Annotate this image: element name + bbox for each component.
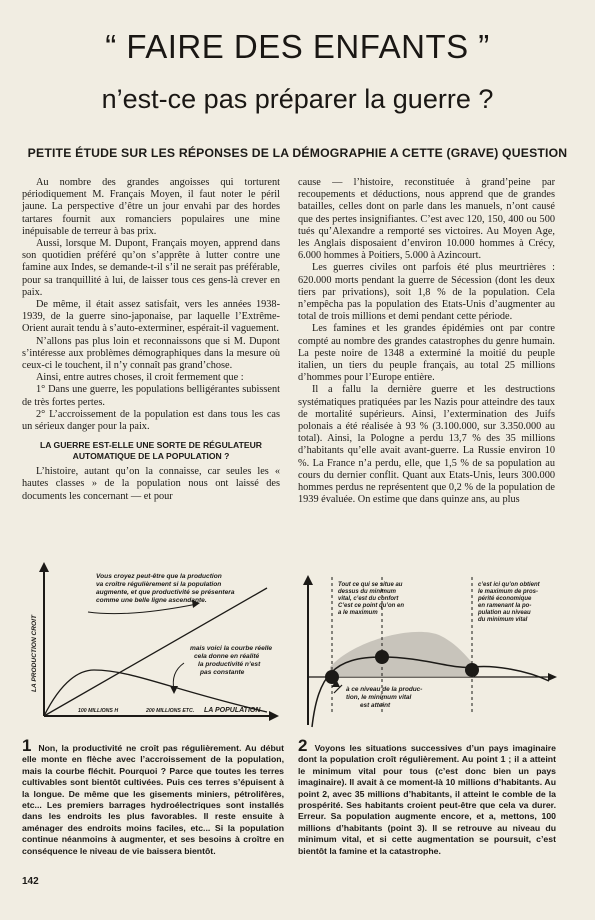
paragraph: Les famines et les grandes épidémies ont par contre compté au nombre des grandes catastrophes du genre humain. La peste noire de 1348 a exterminé la moitié du peuple italien, un tiers du peuple français, au total 25 millions d’hommes pour l’Europe entière. [298,323,555,384]
paragraph: cause — l’histoire, reconstituée à grand’peine par recoupements et déductions, nous apprend que de grandes batailles, celles dont on parle dans les manuels, n’ont causé que des pertes insignifiantes. C’est avec 120, 150, 400 ou 500 tués qu’Alexandre a remporté ses victoires. Au Moyen Age, les Anglais disposaient d’environ 10.000 hommes à Crécy, 6.000 hommes à Poitiers, 5.000 à Azincourt. [298,177,555,262]
page-number: 142 [22,876,39,887]
caption-1 [22,736,284,857]
annot-top-line: va croître régulièrement si la population [96,581,222,588]
paragraph: N’allons pas plus loin et reconnaissons que si M. Dupont s’intéresse aux problèmes démographiques dans la mesure où ceux-ci le touchent, il n’y connaît pas grand’chose. [22,335,280,372]
caption-2 [298,736,556,857]
x-axis-label: LA POPULATION [204,707,261,714]
annot-left-line: vital, c’est du confort [338,596,399,602]
annot-right-line: c’est ici qu’on obtient [478,582,540,588]
y-axis-arrow [303,575,313,585]
right-column [298,177,555,506]
paragraph: Il a fallu la dernière guerre et les destructions systématiques pratiquées par les Nazis pour atteindre des taux de mortalité supérieurs. Ainsi, l’extermination des Juifs polonais a été réalisée à 93 % (3.100.000, sur 3.350.000 au total). Ainsi, la Pologne a perdu 13,7 % des 35 millions d’habitants qu’elle avait avant-guerre. La Russie environ 10 %. La France n’a perdu, elle, que 1,5 % de sa population au cours du dernier conflit. Quant aux Etats-Unis, leurs 300.000 hommes perdus ne représentent que 0,2 % de la population de 1939 évaluée. On estime que dans quinze ans, au plus [298,384,555,506]
paragraph: Les guerres civiles ont parfois été plus meurtrières : 620.000 morts pendant la guerre de Sécession (dont les deux tiers par privations), soit 1,8 % de la population. Cela n’empêcha pas la population des Etats-Unis d’augmenter au total de trois millions et demi pendant cette période. [298,262,555,323]
annot-mid-line: pas constante [200,669,245,676]
point-2-label: 2 [378,652,384,663]
annotation-arrow-top [88,604,197,614]
section-heading: LA GUERRE EST-ELLE UNE SORTE DE RÉGULATEUR AUTOMATIQUE DE LA POPULATION ? [39,440,263,461]
annot-mid-line: mais voici la courbe réelle [190,645,273,652]
annot-left-line: Tout ce qui se situe au [338,582,403,588]
paragraph: L’histoire, autant qu’on la connaisse, car seules les « hautes classes » de la population nous ont laissé des documents les concernant — et pour [22,466,280,502]
paragraph: De même, il était assez satisfait, vers les années 1938-1939, de la guerre sino-japonaise, par laquelle l’Extrême-Orient aurait tendu à s’auto-exterminer, espérait-il vaguement. [22,299,280,335]
subtitle: PETITE ÉTUDE SUR LES RÉPONSES DE LA DÉMOGRAPHIE A CETTE (GRAVE) QUESTION [27,146,568,160]
annot-top-line: augmente, et que productivité se présentera [96,589,235,596]
paragraph: Ainsi, entre autres choses, il croit fermement que : [36,372,244,384]
title-line-2: n’est-ce pas préparer la guerre ? [101,84,494,114]
paragraph: Au nombre des grandes angoisses qui torturent périodiquement M. Français Moyen, il faut noter le péril jaune. La perspective d’être un jour envahi par des hordes tartares fournit aux romanciers populaires une mine inépuisable de terreur à bas prix. [22,177,280,237]
x-tick-label: 200 MILLIONS ETC. [146,708,195,714]
annot-mid-line: cela donne en réalité [194,653,260,660]
annotation-arrow-mid [173,663,184,690]
annot-bottom-line: est atteint [360,702,391,709]
annot-left-line: C’est ce point qu’on en [338,603,405,609]
annot-bottom-line: tion, le minimum vital [346,694,412,701]
caption-text: Voyons les situations successives d’un pays imaginaire dont la population croît régulièrement. Au point 1 ; il a atteint le minimum vital pour tous (c’est donc bien un pays imaginaire). Il avait à ce moment-là 10 millions d’habitants. Au point 2, avec 35 millions d’habitants, il atteint le comble de la prospérité. Ses habitants croient peut-être que cela va durer. Erreur. Sa population augmente encore, et a, mettons, 100 millions d’habitants (point 3). Il se retrouve au niveau du minimum vital, et si cette augmentation se poursuit, c’est bientôt la famine et la catastrophe. [298,743,556,856]
y-axis-arrow [39,562,49,572]
prosperity-chart [294,575,564,735]
annot-bottom-line: à ce niveau de la produc- [346,686,423,693]
annot-right-line: le maximum de pros- [478,589,539,595]
annot-right-line: périté économique [478,596,532,602]
x-tick-label: 100 MILLIONS H [78,708,119,714]
caption-number: 1 [22,736,32,755]
annot-top-line: Vous croyez peut-être que la production [96,573,222,580]
arrowhead [170,686,178,694]
point-3-label: 3 [468,665,474,676]
production-chart [22,560,280,730]
paragraph: Aussi, lorsque M. Dupont, Français moyen, apprend dans son quotidien préféré qu’on s’apprête à lutter contre une famine aux Indes, se demande-t-il s’il ne serait pas préférable, pour sa tranquillité à lui, de laisser tous ces gens-là crever en paix. [22,238,280,298]
annot-mid-line: la productivité n’est [198,661,261,668]
left-column [22,177,280,503]
x-arrow [548,673,557,681]
x-axis-arrow [269,711,279,721]
expected-line [44,588,267,716]
paragraph: 1° Dans une guerre, les populations belligérantes subissent de très fortes pertes. [22,384,280,408]
annot-left-line: a le maximum [338,610,378,616]
annot-right-line: pulation au niveau [478,610,531,616]
y-axis-label: LA PRODUCTION CROIT [31,614,38,692]
caption-text: Non, la productivité ne croît pas régulièrement. Au début elle monte en flèche avec l’accroissement de la population, mais la courbe fléchit. Pourquoi ? Parce que toutes les terres cultivables sont bientôt cultivées. Puis ces terres s’épuisent à la longue. De même que les gisements miniers, pétrolifères, etc... Les premiers barrages hydroélectriques sont installés dans les endroits les plus favorables. Il reste ensuite à aménager des endroits moins faciles, etc... Si la population continue néanmoins à augmenter, et ses besoins à croître en conséquence le niveau de vie baissera bientôt. [22,743,284,856]
caption-number: 2 [298,736,308,755]
point-1-label: 1 [328,672,334,683]
paragraph: 2° L’accroissement de la population est dans tous les cas un sérieux danger pour la paix. [22,408,280,433]
annot-right-line: du minimum vital [478,617,528,623]
comfort-area [330,632,474,677]
annot-left-line: dessus du minimum [338,589,397,595]
annot-top-line: comme une belle ligne ascendante. [96,597,207,604]
annot-right-line: en ramenant la po- [478,603,532,609]
title-line-1: “ FAIRE DES ENFANTS ” [105,28,490,65]
